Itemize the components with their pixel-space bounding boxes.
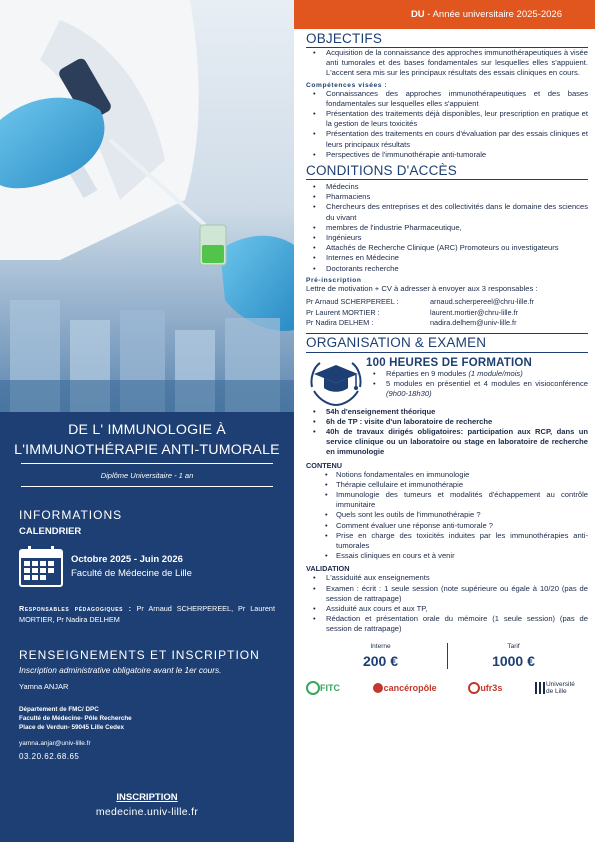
contact-phone: 03.20.62.68.65 [19,752,80,761]
price-interne-value: 200 € [362,652,399,669]
price-interne-label: Interne [370,642,391,650]
modules-text-1: Réparties en 9 modules [386,368,469,378]
price-interne [331,643,431,669]
responsables [19,603,275,625]
contact-email[interactable]: yamna.anjar@univ-lille.fr [19,740,91,747]
inscription-note: Inscription administrative obligatoire avant le 1er cours. [19,665,222,675]
list-item: • Thérapie cellulaire et immunothérapie [306,480,588,490]
price-divider [447,643,448,669]
list-item: • Prise en charge des toxicités induites par les immunothérapies anti-tumorales [306,531,588,551]
list-item: • Assiduité aux cours et aux TP, [306,604,588,614]
title-divider [21,463,273,464]
list-item: • Chercheurs des entreprises et des collectivités dans le domaine des sciences du vivant [306,202,588,222]
canceropole-logo-text: cancéropôle [383,682,437,693]
list-item: • Pharmaciens [306,192,588,202]
calendar-icon [19,545,63,587]
year-banner [294,0,595,29]
list-item: • 40h de travaux dirigés obligatoires: participation aux RCP, dans un service clinique ou un laboratoire ou stage en laboratoire de recherche en immunologie [306,427,588,458]
list-item: • Rédaction et présentation orale du mémoire (1 seule session) (pas de session de rattrapage) [306,614,588,634]
ufr3s-logo-text: ufr3s [480,682,503,693]
contact-name: Yamna ANJAR [19,682,69,691]
formation-hours: 100 HEURES DE FORMATION [366,356,533,369]
list-item: • Internes en Médecine [306,253,588,263]
list-item [366,369,588,379]
list-item: • 6h de TP : visite d'un laboratoire de recherche [306,417,588,427]
preinscription-label: Pré-inscription [306,276,362,284]
modules-note-1: (1 module/mois) [468,368,523,378]
formation-body [366,357,588,400]
list-item: • Attachés de Recherche Clinique (ARC) Promoteurs ou investigateurs [306,243,588,253]
list-item: • Quels sont les outils de l'immunothérapie ? [306,510,588,520]
organisation-heading: ORGANISATION & EXAMEN [306,334,487,350]
contact-email-2[interactable]: laurent.mortier@chru-lille.fr [430,307,519,317]
objectifs-intro: • Acquisition de la connaissance des approches immunothérapeutiques à visée anti tumorales et des bases fondamentales sur lesquelles elles s'appuient. L'accent sera mis sur les principaux résultats des essais cliniques en cours. [306,48,588,79]
lab-photo [0,0,294,412]
calendar-place: Faculté de Médecine de Lille [71,567,192,579]
calendar-heading: CALENDRIER [19,526,82,537]
modules-list [366,369,588,400]
list-item: • Connaissances des approches immunothérapeutiques et des bases fondamentales sur lesquelles elles s'appuient [306,89,588,109]
ufr3s-logo [468,682,502,694]
list-item: • Notions fondamentales en immunologie [306,470,588,480]
preinscription-text: Lettre de motivation + CV à adresser à envoyer aux 3 responsables : [306,283,538,293]
list-item [366,379,588,399]
contact-name-1: Pr Arnaud SCHERPEREEL : [306,297,399,307]
list-item: • Ingénieurs [306,233,588,243]
price-tarif-value: 1000 € [492,652,535,669]
graduation-cap-icon [306,357,366,407]
contenu-list [306,470,588,562]
list-item: • Essais cliniques en cours et à venir [306,551,588,561]
ulille-logo [534,681,580,695]
competences-list [306,89,588,160]
year-label: - Année universitaire 2025-2026 [424,9,562,20]
canceropole-logo [372,682,437,694]
conditions-rule [306,179,588,180]
calendar-text [71,554,192,579]
list-item: • Doctorants recherche [306,264,588,274]
list-item: • Comment évaluer une réponse anti-tumorale ? [306,521,588,531]
formation-block [306,357,588,407]
objectifs-heading: OBJECTIFS [306,31,383,46]
list-item: • Immunologie des tumeurs et modalités d'échappement au contrôle immunitaire [306,490,588,510]
contact-email-3[interactable]: nadira.delhem@univ-lille.fr [430,318,517,328]
contact-name-2: Pr Laurent MORTIER : [306,307,380,317]
calendar-dates: Octobre 2025 - Juin 2026 [71,553,183,565]
responsables-names: Pr Arnaud SCHERPEREEL, Pr Laurent MORTIER, Pr Nadira DELHEM [19,604,275,624]
info-heading: INFORMATIONS [19,508,123,522]
contact-email-1[interactable]: arnaud.scherpereel@chru-lille.fr [430,297,534,307]
conditions-heading: CONDITIONS D'ACCÈS [306,163,457,179]
fitc-logo-text: FITC [320,682,340,693]
list-item: • L'assiduité aux enseignements [306,573,588,583]
address-line2: Faculté de Médecine- Pôle Recherche [19,715,132,722]
contact-name-3: Pr Nadira DELHEM : [306,318,374,328]
hours-details-list [306,407,588,458]
responsables-label: Responsables pédagogiques : [19,604,132,613]
right-panel [294,0,595,842]
address-line3: Place de Verdun- 59045 Lille Cedex [19,724,124,731]
validation-label: VALIDATION [306,564,350,574]
list-item: • Présentation des traitements en cours d'évaluation par des essais cliniques et leurs principaux résultats [306,129,588,149]
renseignements-heading: RENSEIGNEMENTS ET INSCRIPTION [19,648,260,662]
inscription-url[interactable]: medecine.univ-lille.fr [95,806,199,818]
price-tarif-label: Tarif [507,642,520,650]
conditions-list [306,182,588,274]
partner-logos [306,681,580,695]
competences-label: Compétences visées : [306,81,388,89]
modules-note-2: (9h00-18h30) [386,388,432,398]
list-item: • Médecins [306,182,588,192]
left-panel [0,0,294,842]
responsables-contacts [306,297,588,329]
program-subtitle: Diplôme Universitaire - 1 an [100,471,194,480]
list-item: • Examen : écrit : 1 seule session (note supérieure ou égale à 10/20 (pas de session de rattrapage) [306,584,588,604]
inscription-block [0,792,294,818]
modules-text-2: 5 modules en présentiel et 4 modules en visioconférence [386,378,588,388]
left-content [0,412,294,761]
list-item: • Présentation des traitements déjà disponibles, leur prescription en pratique et la gestion de leurs toxicités [306,109,588,129]
organisation-heading-box [306,333,588,353]
list-item: • membres de l'industrie Pharmaceutique, [306,223,588,233]
list-item: • Perspectives de l'immunothérapie anti-tumorale [306,150,588,160]
du-label: DU [410,9,425,20]
program-title-line1: DE L' IMMUNOLOGIE À [68,422,226,438]
program-title-line2: L'IMMUNOTHÉRAPIE ANTI-TUMORALE [14,442,280,458]
price-tarif [464,643,564,669]
fitc-logo [306,681,340,695]
pricing [306,643,588,669]
validation-list [306,573,588,634]
program-title [0,420,294,460]
calendar-row [19,545,294,587]
right-content [306,32,588,695]
subtitle-divider [21,486,273,487]
contenu-label: CONTENU [306,460,343,470]
address-block [19,705,275,732]
inscription-link[interactable]: INSCRIPTION [116,792,178,803]
address-line1: Département de FMC/ DPC [19,706,99,713]
list-item: • 54h d'enseignement théorique [306,407,588,417]
ulille-logo-text: Université de Lille [545,680,575,695]
objectifs-list [306,48,588,79]
